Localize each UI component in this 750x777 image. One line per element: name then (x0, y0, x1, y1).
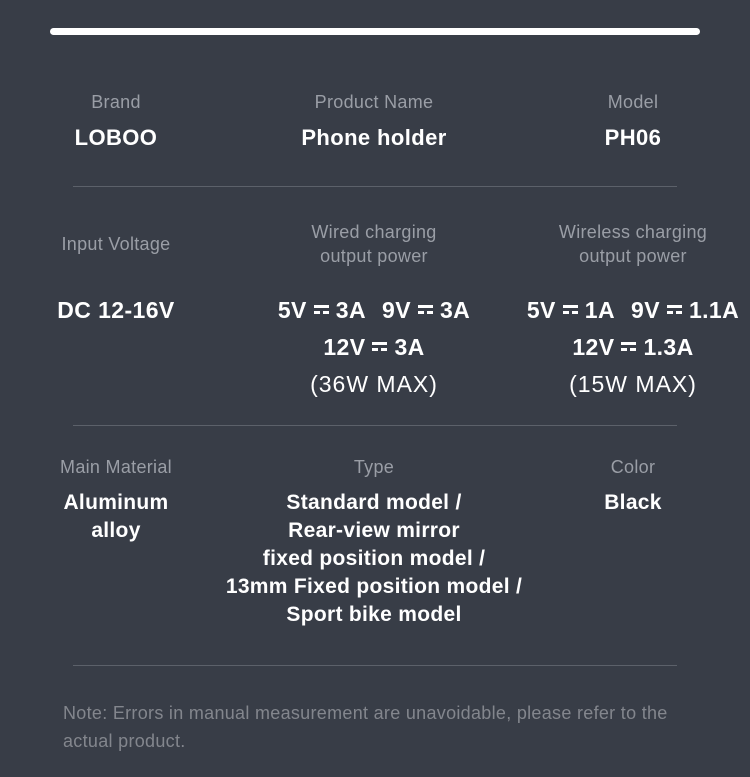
product-name-label: Product Name (314, 92, 434, 112)
type-value (226, 489, 522, 629)
wireless-charging-label (559, 220, 707, 268)
amp-value: 3A (335, 297, 366, 323)
wired-charging-cell (232, 220, 516, 403)
wired-charging-label-line2: output power (320, 246, 428, 266)
power-pair (323, 334, 424, 360)
volt-value: 5V (526, 297, 556, 323)
brand-cell (0, 90, 232, 152)
main-material-line1: Aluminum (63, 491, 169, 514)
product-name-value: Phone holder (301, 125, 447, 150)
amp-value: 1.1A (688, 297, 740, 323)
input-voltage-cell (0, 220, 232, 329)
input-voltage-label: Input Voltage (61, 234, 171, 254)
volt-value: 5V (277, 297, 307, 323)
volt-value: 9V (382, 297, 411, 323)
model-value: PH06 (604, 125, 662, 150)
main-material-line2: alloy (91, 519, 141, 542)
power-pair (382, 297, 470, 323)
amp-value: 1A (584, 297, 615, 323)
main-material-cell (0, 455, 232, 545)
type-line1: Standard model / (286, 491, 462, 514)
wireless-power-line1 (527, 292, 739, 329)
spec-row-build (0, 455, 750, 629)
type-cell (225, 455, 523, 629)
color-cell (516, 455, 750, 517)
type-line4: 13mm Fixed position model / (225, 575, 523, 598)
wireless-charging-label-line2: output power (579, 246, 687, 266)
wired-max-power: (36W MAX) (310, 371, 438, 397)
wired-charging-values (278, 292, 470, 403)
wireless-charging-label-line1: Wireless charging (558, 222, 708, 242)
type-line5: Sport bike model (286, 603, 462, 626)
spec-row-power (0, 220, 750, 403)
brand-value: LOBOO (74, 125, 158, 150)
type-line2: Rear-view mirror (288, 519, 460, 542)
top-accent-bar (50, 28, 700, 35)
amp-value: 3A (394, 334, 425, 360)
measurement-note: Note: Errors in manual measurement are unavoidable, please refer to the actual product. (63, 703, 668, 751)
volt-value: 12V (572, 334, 615, 360)
power-pair (278, 297, 366, 323)
dc-symbol-icon (667, 305, 682, 314)
volt-value: 9V (631, 297, 660, 323)
amp-value: 3A (439, 297, 471, 323)
wired-charging-label-line1: Wired charging (311, 222, 437, 242)
main-material-label: Main Material (60, 457, 172, 477)
wireless-power-line2 (527, 329, 739, 366)
color-value: Black (604, 491, 662, 514)
wired-charging-label (311, 220, 436, 268)
type-label: Type (353, 457, 395, 477)
volt-value: 12V (323, 334, 366, 360)
amp-value: 1.3A (643, 334, 694, 360)
dc-symbol-icon (621, 342, 636, 351)
wireless-charging-cell (516, 220, 750, 403)
dc-symbol-icon (372, 342, 387, 351)
dc-symbol-icon (563, 305, 578, 314)
spec-row-identity (0, 90, 750, 152)
color-value-wrap (604, 489, 662, 517)
divider (73, 425, 677, 426)
main-material-value (63, 489, 168, 545)
dc-symbol-icon (418, 305, 433, 314)
wired-power-line2 (278, 329, 470, 366)
power-pair (631, 297, 739, 323)
type-line3: fixed position model / (262, 547, 486, 570)
dc-symbol-icon (314, 305, 329, 314)
power-pair (527, 297, 615, 323)
wireless-charging-values (527, 292, 739, 403)
divider (73, 665, 677, 666)
model-label: Model (607, 92, 659, 112)
power-pair (572, 334, 693, 360)
input-voltage-value: DC 12-16V (57, 297, 175, 323)
product-name-cell (232, 90, 516, 152)
divider (73, 186, 677, 187)
model-cell (516, 90, 750, 152)
brand-label: Brand (91, 92, 141, 112)
color-label: Color (610, 457, 656, 477)
wireless-max-power: (15W MAX) (569, 371, 697, 397)
wired-power-line1 (278, 292, 470, 329)
